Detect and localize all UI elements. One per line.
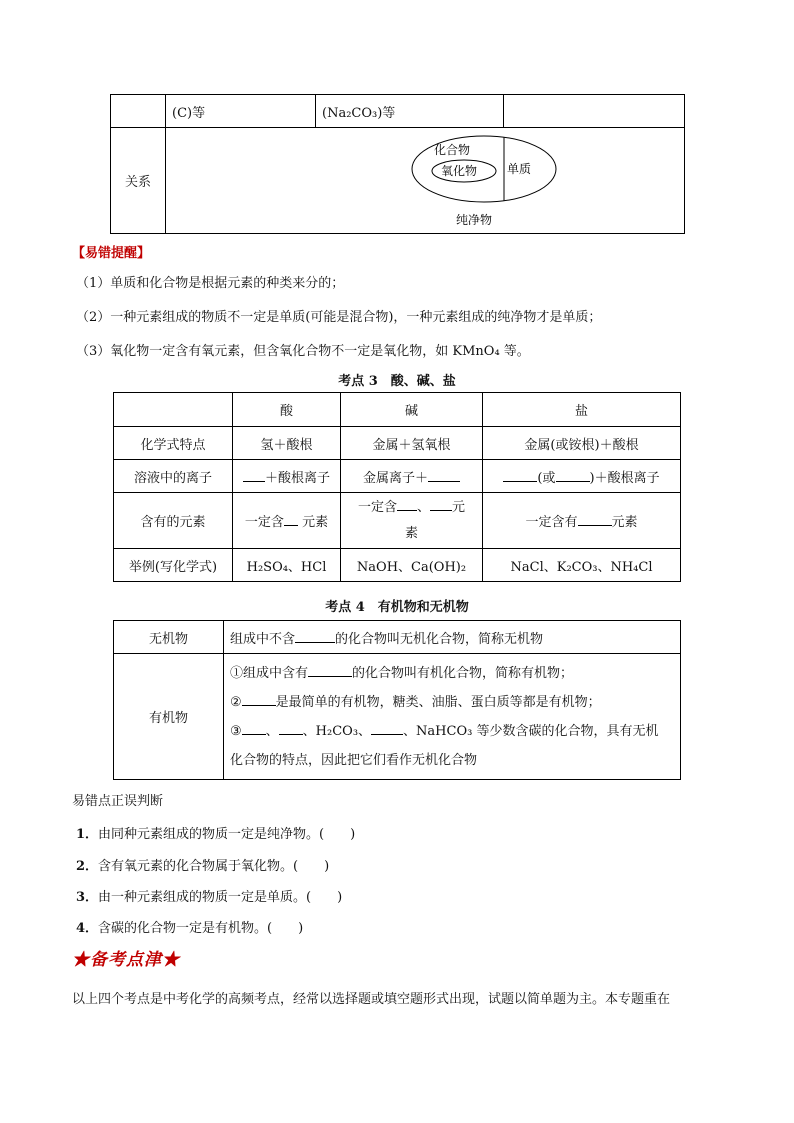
header-blank — [114, 393, 233, 427]
organic-line-4: 化合物的特点，因此把它们看作无机化合物 — [230, 752, 478, 768]
judge-title: 易错点正误判断 — [72, 794, 164, 809]
header-acid: 酸 — [233, 393, 341, 427]
element-label: 单质 — [507, 161, 532, 176]
judge-item-3: 3．由一种元素组成的物质一定是单质。( ) — [76, 890, 343, 905]
base-formula: 金属＋氢氧根 — [341, 427, 483, 460]
salt-formula: 金属(或铵根)＋酸根 — [483, 427, 681, 460]
salt-example: NaCl、K₂CO₃、NH₄Cl — [483, 549, 681, 582]
sodium-carbonate-example: (Na₂CO₃)等 — [316, 95, 504, 128]
relation-label: 关系 — [111, 128, 166, 234]
salt-ions: (或 )＋酸根离子 — [483, 460, 681, 493]
fill-blank[interactable] — [295, 630, 335, 643]
elements-label: 含有的元素 — [114, 493, 233, 549]
acid-formula: 氢＋酸根 — [233, 427, 341, 460]
fill-blank[interactable] — [243, 469, 265, 482]
error-tip-title: 【易错提醒】 — [72, 246, 151, 261]
example-label: 举例(写化学式) — [114, 549, 233, 582]
header-salt: 盐 — [483, 393, 681, 427]
relation-diagram-cell — [166, 128, 685, 234]
empty-cell — [504, 95, 685, 128]
carbon-example: (C)等 — [166, 95, 316, 128]
acid-base-salt-table — [113, 392, 681, 582]
fill-blank[interactable] — [556, 469, 590, 482]
fill-blank[interactable] — [397, 498, 417, 511]
fill-blank[interactable] — [578, 513, 612, 526]
oxide-label: 氧化物 — [441, 163, 478, 178]
fill-blank[interactable] — [279, 722, 303, 735]
acid-ions: ＋酸根离子 — [233, 460, 341, 493]
inorganic-label: 无机物 — [114, 621, 224, 654]
organic-definition — [224, 654, 681, 780]
base-ions: 金属离子＋ — [341, 460, 483, 493]
tip-item-3: （3）氧化物一定含有氧元素，但含氧化合物不一定是氧化物，如 KMnO₄ 等。 — [76, 344, 530, 359]
substance-relation-diagram — [166, 129, 684, 233]
fill-blank[interactable] — [430, 498, 452, 511]
acid-example: H₂SO₄、HCl — [233, 549, 341, 582]
judge-item-4: 4．含碳的化合物一定是有机物。( ) — [76, 921, 304, 936]
kp4-title: 考点 4 有机物和无机物 — [325, 600, 469, 615]
organic-line-3: ③ 、 、H₂CO₃、 、NaHCO₃ 等少数含碳的化合物，具有无机 — [230, 723, 659, 739]
fill-blank[interactable] — [284, 513, 298, 526]
empty-cell — [111, 95, 166, 128]
organic-line-1: ①组成中含有 的化合物叫有机化合物，简称有机物； — [230, 665, 574, 681]
base-elements: 一定含 、 元 素 — [341, 493, 483, 549]
acid-elements: 一定含 元素 — [233, 493, 341, 549]
closing-paragraph: 以上四个考点是中考化学的高频考点，经常以选择题或填空题形式出现，试题以简单题为主。本专题重在 — [72, 992, 671, 1007]
fill-blank[interactable] — [242, 693, 276, 706]
judge-item-2: 2．含有氧元素的化合物属于氧化物。( ) — [76, 859, 330, 874]
salt-elements: 一定含有 元素 — [483, 493, 681, 549]
fill-blank[interactable] — [371, 722, 403, 735]
compound-label: 化合物 — [434, 142, 471, 157]
organic-inorganic-table — [113, 620, 681, 780]
base-example: NaOH、Ca(OH)₂ — [341, 549, 483, 582]
fill-blank[interactable] — [503, 469, 537, 482]
fill-blank[interactable] — [308, 664, 352, 677]
organic-line-2: ② 是最简单的有机物，糖类、油脂、蛋白质等都是有机物； — [230, 694, 601, 710]
formula-feature-label: 化学式特点 — [114, 427, 233, 460]
exam-tips-heading: ★备考点津★ — [72, 950, 180, 970]
pure-substance-label: 纯净物 — [456, 212, 493, 227]
classification-table — [110, 94, 685, 234]
organic-label: 有机物 — [114, 654, 224, 780]
tip-item-1: （1）单质和化合物是根据元素的种类来分的； — [76, 276, 345, 291]
fill-blank[interactable] — [242, 722, 266, 735]
ions-label: 溶液中的离子 — [114, 460, 233, 493]
kp3-title: 考点 3 酸、碱、盐 — [338, 374, 456, 389]
fill-blank[interactable] — [428, 469, 460, 482]
tip-item-2: （2）一种元素组成的物质不一定是单质(可能是混合物)，一种元素组成的纯净物才是单质； — [76, 310, 602, 325]
inorganic-definition: 组成中不含 的化合物叫无机化合物，简称无机物 — [224, 621, 681, 654]
judge-item-1: 1．由同种元素组成的物质一定是纯净物。( ) — [76, 827, 356, 842]
header-base: 碱 — [341, 393, 483, 427]
